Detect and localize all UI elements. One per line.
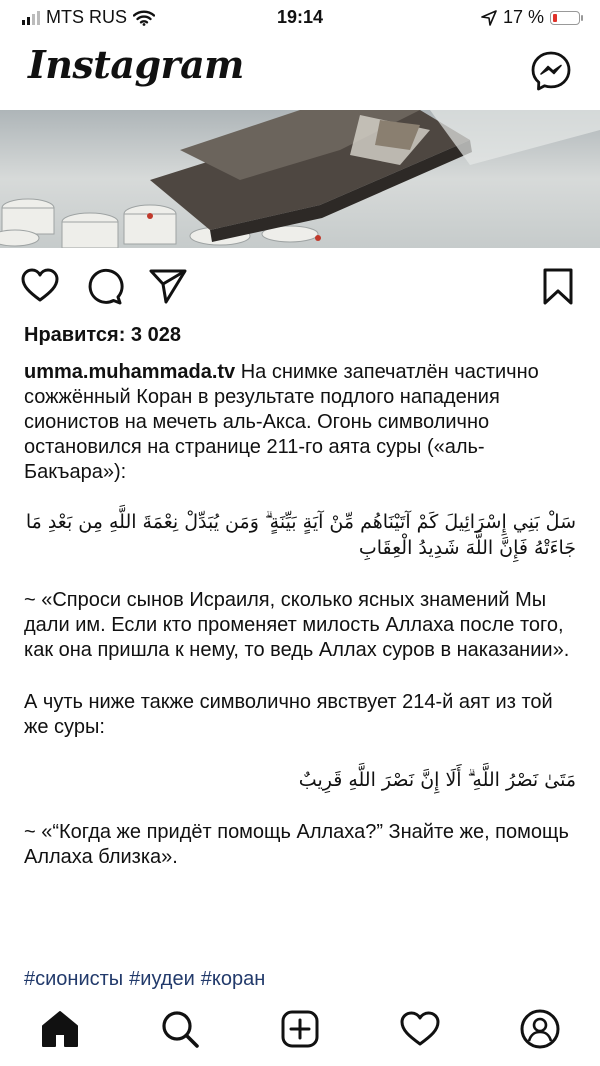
bookmark-icon[interactable] bbox=[538, 266, 578, 306]
add-post-icon[interactable] bbox=[279, 1008, 321, 1050]
status-bar bbox=[0, 0, 600, 36]
home-icon[interactable] bbox=[39, 1008, 81, 1050]
translation-1: ~ «Спроси сынов Исраиля, сколько ясных знамений Мы дали им. Если кто променяет милость Аллаха после того, как она пришла к нему, то ведь Аллах суров в наказании». bbox=[24, 589, 570, 661]
post-caption bbox=[24, 360, 576, 870]
battery-icon bbox=[550, 11, 580, 25]
bottom-navigation bbox=[0, 990, 600, 1066]
arabic-verse-2: مَتَىٰ نَصْرُ اللَّهِ ۗ أَلَا إِنَّ نَصْرَ اللَّهِ قَرِيبٌ bbox=[298, 769, 576, 791]
search-icon[interactable] bbox=[159, 1008, 201, 1050]
burned-quran-image bbox=[0, 110, 600, 248]
post-photo[interactable] bbox=[0, 110, 600, 248]
status-time: 19:14 bbox=[276, 7, 324, 27]
battery-percent: 17 % bbox=[502, 7, 544, 27]
status-right bbox=[481, 7, 580, 28]
app-header bbox=[0, 36, 600, 110]
post-actions bbox=[0, 262, 600, 312]
share-icon[interactable] bbox=[148, 266, 188, 306]
profile-icon[interactable] bbox=[519, 1008, 561, 1050]
activity-heart-icon[interactable] bbox=[399, 1008, 441, 1050]
likes-count[interactable]: Нравится: 3 028 bbox=[24, 324, 181, 346]
caption-intro-text: На снимке запечатлён частично сожжённый Коран в результате подлого нападения сионистов на мечеть аль-Акса. Огонь символично остановился на странице 211-го аята суры («аль-Бакъара»): bbox=[24, 361, 539, 483]
translation-2: ~ «“Когда же придёт помощь Аллаха?” Знайте же, помощь Аллаха близка». bbox=[24, 821, 569, 868]
caption-text-2: А чуть ниже также символично явствует 214-й аят из той же суры: bbox=[24, 691, 553, 738]
carrier-name: MTS RUS bbox=[46, 7, 127, 27]
hashtags bbox=[24, 968, 271, 991]
comment-icon[interactable] bbox=[84, 266, 124, 306]
heart-icon[interactable] bbox=[20, 266, 60, 306]
username-link[interactable]: umma.muhammada.tv bbox=[24, 361, 236, 383]
arabic-verse-1: سَلْ بَنِي إِسْرَائِيلَ كَمْ آتَيْنَاهُم مِّنْ آيَةٍ بَيِّنَةٍ ۗ وَمَن يُبَدِّلْ نِعْمَةَ اللَّهِ مِن بَعْدِ مَا جَاءَتْهُ فَإِنَّ اللَّهَ شَدِيدُ الْعِقَابِ bbox=[25, 511, 576, 559]
caption-intro bbox=[24, 360, 576, 485]
messenger-icon[interactable] bbox=[528, 48, 574, 94]
hashtag-link[interactable]: #коран bbox=[200, 968, 266, 990]
instagram-logo[interactable]: Instagram bbox=[28, 42, 244, 87]
hashtag-link[interactable]: #иудеи bbox=[129, 968, 195, 990]
location-arrow-icon bbox=[481, 10, 497, 26]
hashtag-link[interactable]: #сионисты bbox=[24, 968, 124, 990]
